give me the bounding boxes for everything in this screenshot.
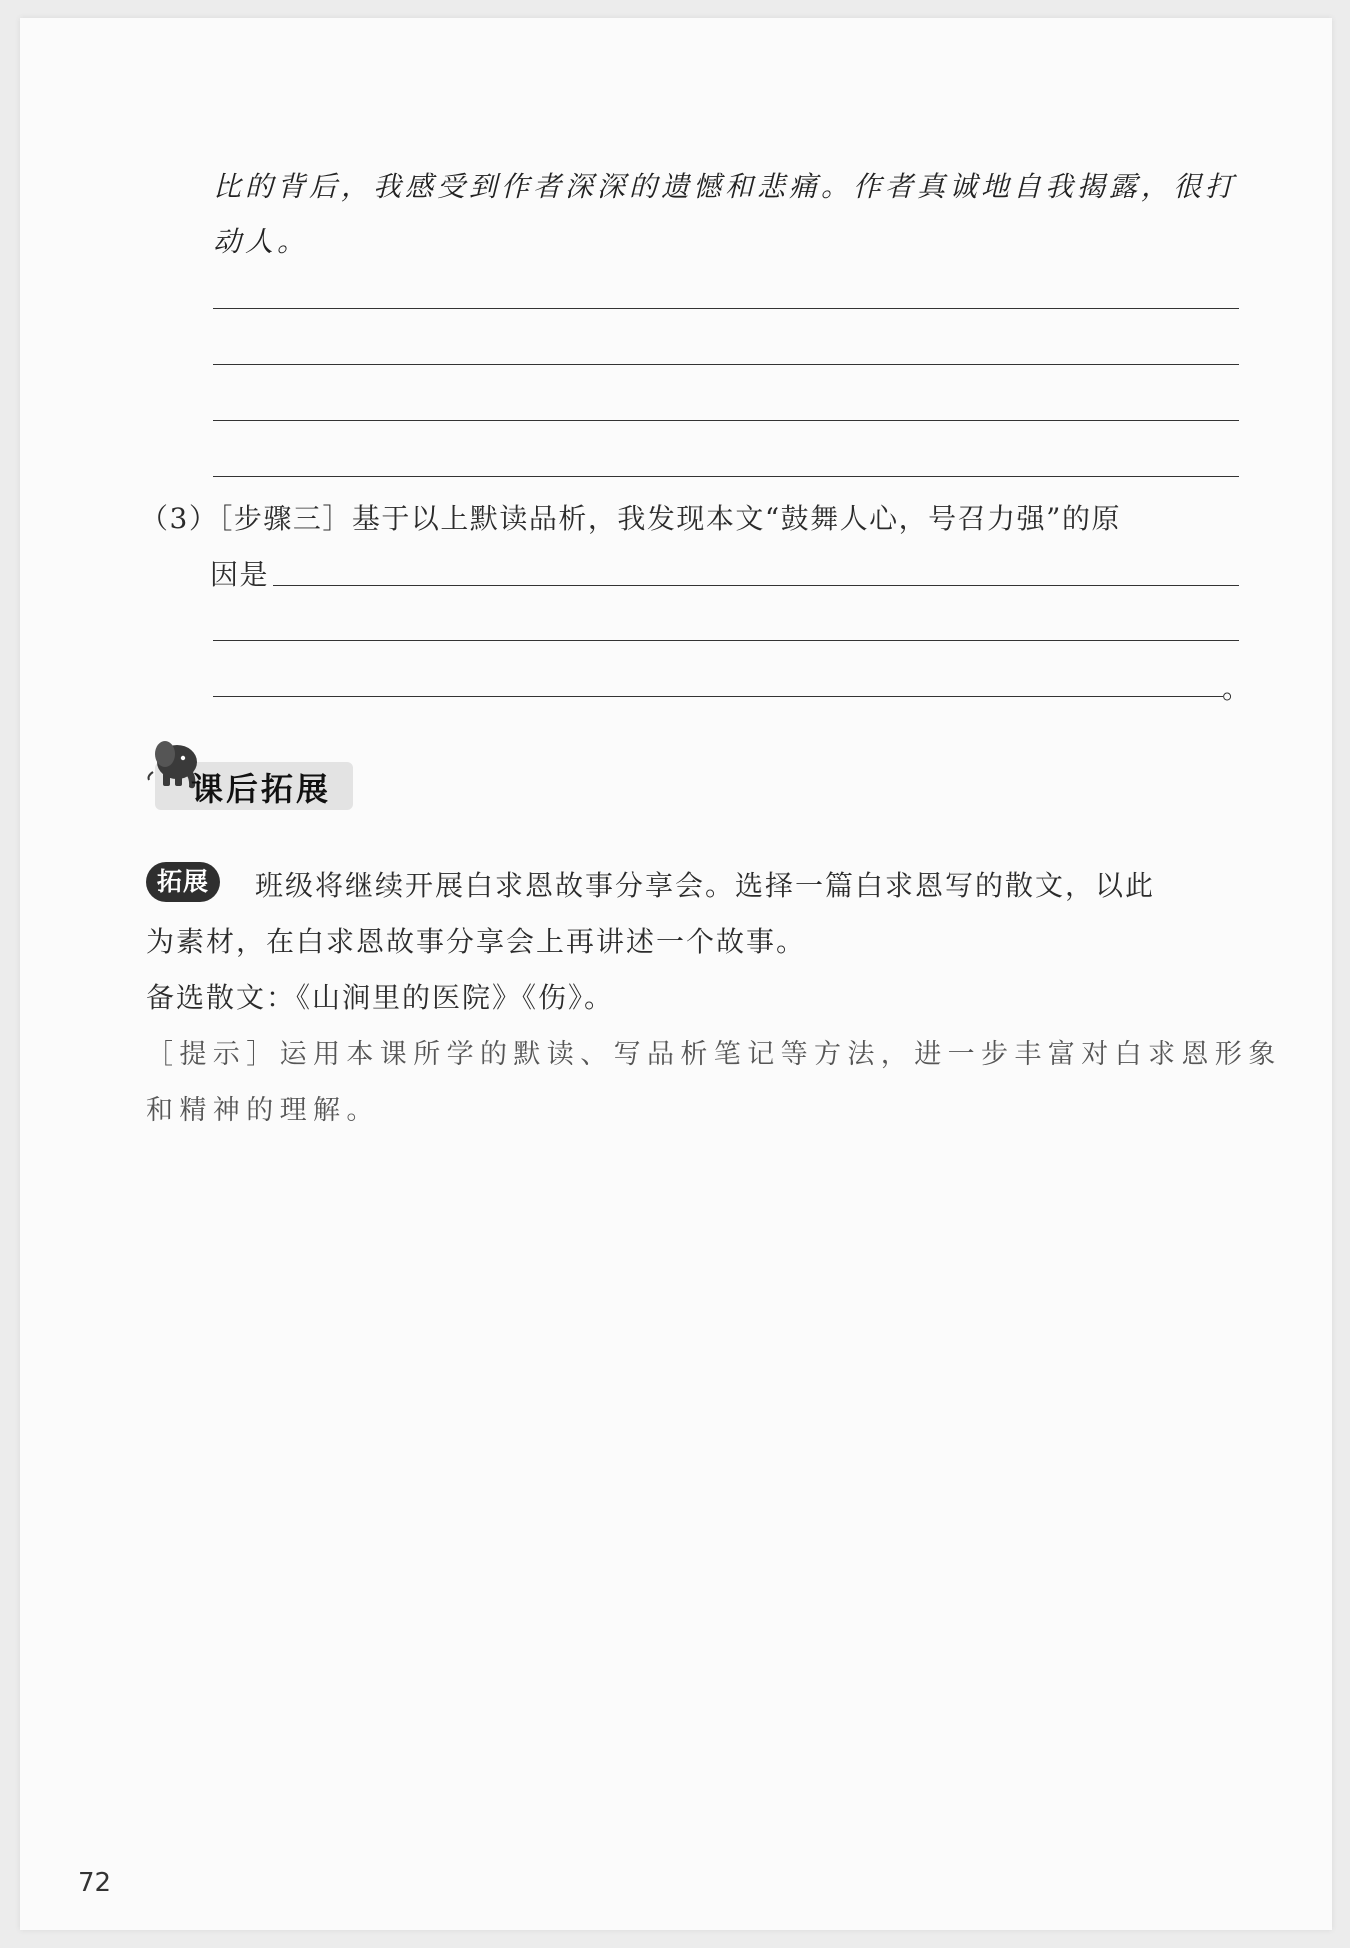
extension-text-line-1: 班级将继续开展白求恩故事分享会。选择一篇白求恩写的散文，以此 <box>255 869 1156 902</box>
page-number: 72 <box>78 1868 112 1898</box>
handwritten-answer-line-1: 比的背后，我感受到作者深深的遗憾和悲痛。作者真诚地自我揭露，很打 <box>213 170 1238 203</box>
answer-line[interactable] <box>213 476 1239 477</box>
extension-text-line-2: 为素材，在白求恩故事分享会上再讲述一个故事。 <box>146 925 807 958</box>
question-3-prompt-continued: 因是 <box>210 558 270 591</box>
extension-text-line-3: 备选散文：《山涧里的医院》《伤》。 <box>146 981 615 1014</box>
answer-line[interactable] <box>273 585 1239 586</box>
answer-line[interactable] <box>213 420 1239 421</box>
extension-badge: 拓展 <box>146 862 220 902</box>
answer-line[interactable] <box>213 308 1239 309</box>
answer-line[interactable] <box>213 640 1239 641</box>
question-3-prompt: （3）［步骤三］基于以上默读品析，我发现本文“鼓舞人心，号召力强”的原 <box>140 502 1121 535</box>
period-mark: 。 <box>1222 672 1252 705</box>
handwritten-answer-line-2: 动人。 <box>213 225 310 258</box>
section-title: 课后拓展 <box>191 770 332 808</box>
answer-line[interactable] <box>213 696 1223 697</box>
answer-line[interactable] <box>213 364 1239 365</box>
workbook-page <box>20 18 1332 1930</box>
hint-text-line-1: ［提示］运用本课所学的默读、写品析笔记等方法，进一步丰富对白求恩形象 <box>146 1039 1282 1070</box>
hint-text-line-2: 和精神的理解。 <box>146 1095 380 1126</box>
section-header-after-class-extension <box>143 728 363 818</box>
